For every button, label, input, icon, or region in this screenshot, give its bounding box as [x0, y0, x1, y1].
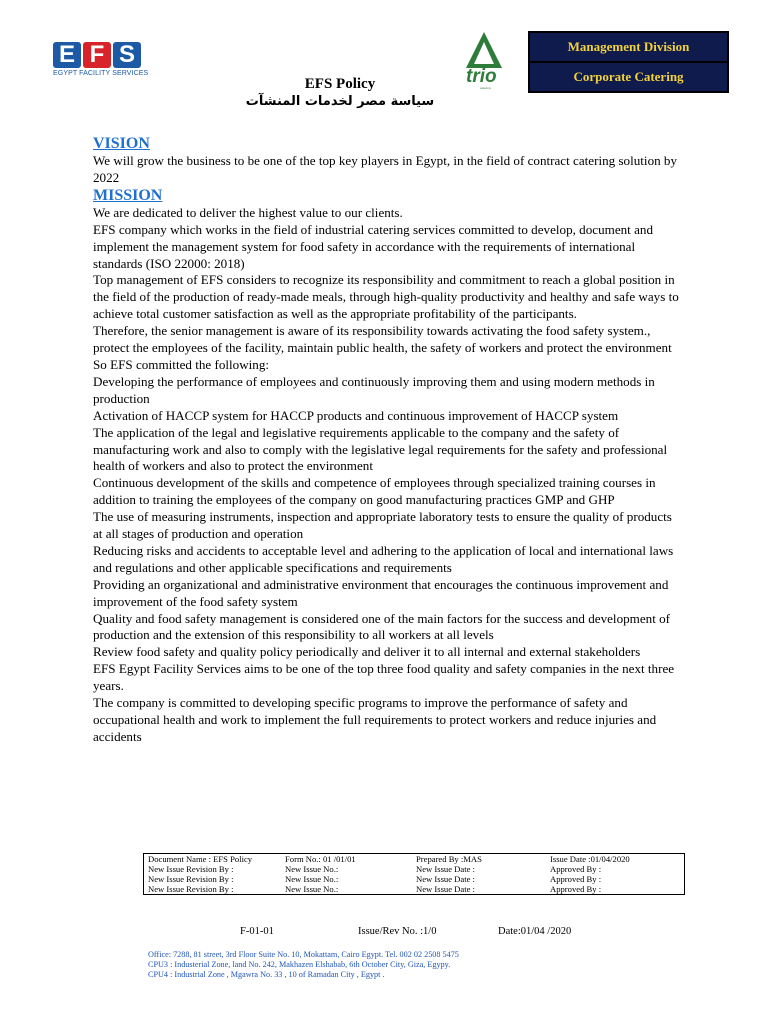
table-cell: Approved By :	[550, 874, 602, 884]
trio-triangle-icon	[462, 30, 506, 70]
table-cell: New Issue Revision By :	[148, 884, 234, 894]
mission-paragraph: We are dedicated to deliver the highest value to our clients.	[93, 204, 403, 220]
table-cell: New Issue Revision By :	[148, 874, 234, 884]
mission-heading: MISSION	[93, 186, 163, 204]
table-cell: Approved By :	[550, 884, 602, 894]
mission-paragraph: EFS Egypt Facility Services aims to be one of the top three food quality and safety companies in the next three years.	[93, 661, 675, 694]
table-cell: New Issue No.:	[285, 864, 339, 874]
mission-paragraph: The company is committed to developing specific programs to improve the performance of safety and occupational health and work to implement the full requirements to protect workers and reduce injuries and accidents	[93, 695, 657, 744]
mission-paragraph: Top management of EFS considers to recognize its responsibility and commitment to reach a global position in the field of the production of ready-made meals, through high-quality productivity and healthy and safe ways to achieve total customer satisfaction as well as the appropriate profitability of the participants.	[93, 272, 679, 322]
address-line: Office: 7288, 81 street, 3rd Floor Suite No. 10, Mokattam, Cairo Egypt. Tel. 002 02 2508 5475	[148, 950, 459, 959]
logo-letter-e: E	[53, 42, 81, 68]
table-cell: New Issue Date :	[416, 874, 475, 884]
table-cell: Prepared By :MAS	[416, 854, 482, 864]
table-cell: New Issue Revision By :	[148, 864, 234, 874]
logo-letter-s: S	[113, 42, 141, 68]
management-division-label: Management Division	[529, 32, 728, 62]
mission-paragraph: Continuous development of the skills and competence of employees through specialized training courses in addition to training the employees of the company on good manufacturing practices GMP and GHP	[93, 475, 656, 508]
policy-body	[93, 135, 683, 746]
table-cell: Approved By :	[550, 864, 602, 874]
logo-letter-f: F	[83, 42, 111, 68]
table-cell: Issue Date :01/04/2020	[550, 854, 630, 864]
issue-rev: Issue/Rev No. :1/0	[358, 926, 437, 937]
mission-paragraph: Reducing risks and accidents to acceptable level and adhering to the application of local and international laws and regulations and other applicable specifications and requirements	[93, 542, 674, 575]
address-block	[148, 950, 459, 980]
form-date: Date:01/04 /2020	[498, 926, 572, 937]
vision-text: We will grow the business to be one of the top key players in Egypt, in the field of contract catering solution by 2022	[93, 153, 678, 185]
table-cell: New Issue Date :	[416, 864, 475, 874]
table-row	[144, 874, 684, 884]
logo-subtitle: EGYPT FACILITY SERVICES	[53, 70, 149, 77]
vision-heading: VISION	[93, 135, 150, 152]
corporate-catering-label: Corporate Catering	[529, 62, 728, 92]
table-row	[144, 864, 684, 874]
table-cell: Document Name : EFS Policy	[148, 854, 253, 864]
address-line: CPU4 : Industrial Zone , Mgawra No. 33 , 10 of Ramadan City , Egypt .	[148, 970, 385, 979]
table-cell: New Issue No.:	[285, 874, 339, 884]
mission-paragraph: EFS company which works in the field of industrial catering services committed to develop, document and implement the management system for food safety in accordance with the requirements of international standards (ISO 22000: 2018)	[93, 221, 653, 271]
mission-paragraph: Developing the performance of employees and continuously improving them and using modern methods in production	[93, 373, 655, 406]
title-english: EFS Policy	[304, 76, 376, 92]
mission-paragraph: Therefore, the senior management is aware of its responsibility towards activating the food safety system., protect the employees of the facility, maintain public health, the safety of workers and protect the environment So EFS committed the following:	[93, 323, 672, 372]
document-control-table	[143, 853, 685, 895]
trio-word: trio	[466, 66, 497, 87]
mission-paragraph: Activation of HACCP system for HACCP products and continuous improvement of HACCP system	[93, 407, 619, 423]
table-cell: Form No.: 01 /01/01	[285, 854, 356, 864]
trio-logo	[462, 30, 506, 90]
mission-paragraph: Providing an organizational and administrative environment that encourages the continuous improvement and improvement of the food safety system	[93, 576, 669, 609]
table-row	[144, 854, 684, 864]
form-code: F-01-01	[240, 926, 274, 937]
trio-sub: catering	[480, 86, 491, 90]
efs-logo	[53, 42, 149, 82]
division-box	[528, 31, 729, 93]
title-arabic: سياسة مصر لخدمات المنشآت	[245, 94, 435, 109]
mission-paragraph: The use of measuring instruments, inspection and appropriate laboratory tests to ensure the quality of products at all stages of production and operation	[93, 509, 672, 542]
mission-paragraph: The application of the legal and legislative requirements applicable to the company and the safety of manufacturing work and also to comply with the legislative legal requirements for the safety and professional health of workers and also to protect the environment	[93, 424, 668, 474]
mission-paragraph: Quality and food safety management is considered one of the main factors for the success and development of production and the extension of this responsibility to all workers at all levels	[93, 610, 671, 643]
page-title	[240, 76, 440, 110]
table-cell: New Issue No.:	[285, 884, 339, 894]
address-line: CPU3 : Industerial Zone, land No. 242, Makhazen Elshabab, 6th October City, Giza, Egypy.	[148, 960, 451, 969]
table-cell: New Issue Date :	[416, 884, 475, 894]
table-row	[144, 884, 684, 894]
mission-paragraph: Review food safety and quality policy periodically and deliver it to all internal and external stakeholders	[93, 644, 641, 660]
